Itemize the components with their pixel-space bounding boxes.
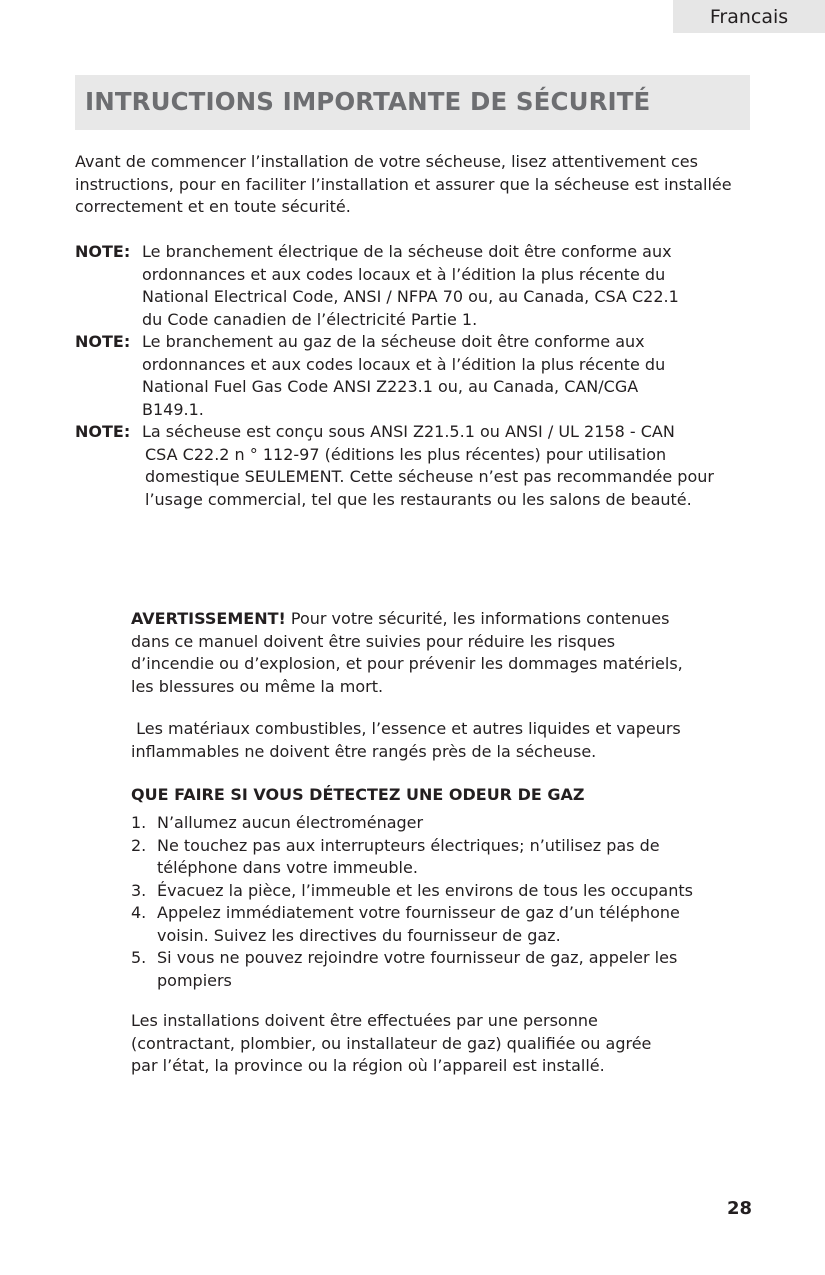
step-text: [157, 880, 731, 903]
step-line: Si vous ne pouvez rejoindre votre fournisseur de gaz, appeler les: [157, 948, 678, 967]
note-text: [142, 421, 765, 511]
step-text: [157, 947, 731, 992]
note-label: NOTE:: [75, 242, 131, 261]
step-line: Appelez immédiatement votre fournisseur de gaz d’un téléphone: [157, 903, 680, 922]
step-item: [131, 880, 731, 903]
note-line: domestique SEULEMENT. Cette sécheuse n’est pas recommandée pour: [145, 467, 714, 486]
page-title: INTRUCTIONS IMPORTANTE DE SÉCURITÉ: [85, 87, 651, 116]
note-label: NOTE:: [75, 332, 131, 351]
gas-odor-heading: QUE FAIRE SI VOUS DÉTECTEZ UNE ODEUR DE GAZ: [131, 785, 585, 804]
combustibles-line: Les matériaux combustibles, l’essence et autres liquides et vapeurs: [131, 719, 681, 738]
installers-line: par l’état, la province ou la région où l’appareil est installé.: [131, 1056, 605, 1075]
warning-line: les blessures ou même la mort.: [131, 676, 384, 696]
page-number: 28: [727, 1198, 753, 1219]
step-line: N’allumez aucun électroménager: [157, 813, 424, 832]
combustibles-line: inflammables ne doivent être rangés près de la sécheuse.: [131, 741, 597, 761]
note-line: du Code canadien de l’électricité Partie 1.: [142, 309, 478, 329]
step-item: [131, 835, 731, 880]
note-gas: [75, 331, 765, 421]
combustibles-paragraph: [131, 718, 681, 763]
intro-line: instructions, pour en faciliter l’installation et assurer que la sécheuse est installée: [75, 174, 732, 194]
step-line: téléphone dans votre immeuble.: [157, 858, 418, 877]
note-line: CSA C22.2 n ° 112-97 (éditions les plus récentes) pour utilisation: [145, 444, 667, 464]
note-text: [142, 241, 765, 331]
note-line: Le branchement électrique de la sécheuse doit être conforme aux: [142, 242, 672, 261]
step-text: [157, 835, 731, 880]
title-banner: [75, 75, 750, 130]
step-number: 2.: [131, 835, 147, 855]
warning-line: d’incendie ou d’explosion, et pour prévenir les dommages matériels,: [131, 654, 683, 673]
step-line: voisin. Suivez les directives du fournisseur de gaz.: [157, 925, 561, 945]
step-item: [131, 902, 731, 947]
step-line: Évacuez la pièce, l’immeuble et les environs de tous les occupants: [157, 880, 693, 900]
installers-line: (contractant, plombier, ou installateur de gaz) qualifiée ou agrée: [131, 1033, 652, 1053]
note-line: National Fuel Gas Code ANSI Z223.1 ou, au Canada, CAN/CGA: [142, 377, 639, 396]
language-tab: Francais: [673, 0, 825, 33]
warning-first-line: [131, 608, 731, 631]
intro-line: correctement et en toute sécurité.: [75, 197, 351, 216]
note-line: La sécheuse est conçu sous ANSI Z21.5.1 ou ANSI / UL 2158 - CAN: [142, 422, 675, 441]
step-item: [131, 947, 731, 992]
notes-section: [75, 241, 765, 511]
note-line: ordonnances et aux codes locaux et à l’édition la plus récente du: [142, 264, 666, 284]
step-line: Ne touchez pas aux interrupteurs électriques; n’utilisez pas de: [157, 835, 660, 855]
step-number: 3.: [131, 880, 147, 900]
warning-paragraph: [131, 608, 731, 698]
note-electrical: [75, 241, 765, 331]
note-line: l’usage commercial, tel que les restaurants ou les salons de beauté.: [145, 489, 692, 509]
note-certification: [75, 421, 765, 511]
warning-line: dans ce manuel doivent être suivies pour réduire les risques: [131, 631, 616, 651]
warning-label: AVERTISSEMENT!: [131, 609, 286, 628]
step-number: 5.: [131, 948, 147, 967]
step-text: [157, 812, 731, 835]
note-line: National Electrical Code, ANSI / NFPA 70 ou, au Canada, CSA C22.1: [142, 287, 679, 306]
step-number: 1.: [131, 813, 147, 832]
note-line: ordonnances et aux codes locaux et à l’édition la plus récente du: [142, 354, 666, 374]
intro-line: Avant de commencer l’installation de votre sécheuse, lisez attentivement ces: [75, 152, 698, 171]
step-number: 4.: [131, 903, 147, 922]
installers-paragraph: [131, 1010, 651, 1078]
step-line: pompiers: [157, 970, 232, 990]
warning-text: Pour votre sécurité, les informations contenues: [285, 609, 670, 628]
note-line: Le branchement au gaz de la sécheuse doit être conforme aux: [142, 332, 645, 351]
note-line: B149.1.: [142, 399, 204, 419]
note-text: [142, 331, 765, 421]
gas-odor-steps: [131, 812, 731, 992]
intro-paragraph: [75, 151, 755, 219]
step-item: [131, 812, 731, 835]
note-label: NOTE:: [75, 422, 131, 441]
installers-line: Les installations doivent être effectuées par une personne: [131, 1011, 598, 1030]
step-text: [157, 902, 731, 947]
